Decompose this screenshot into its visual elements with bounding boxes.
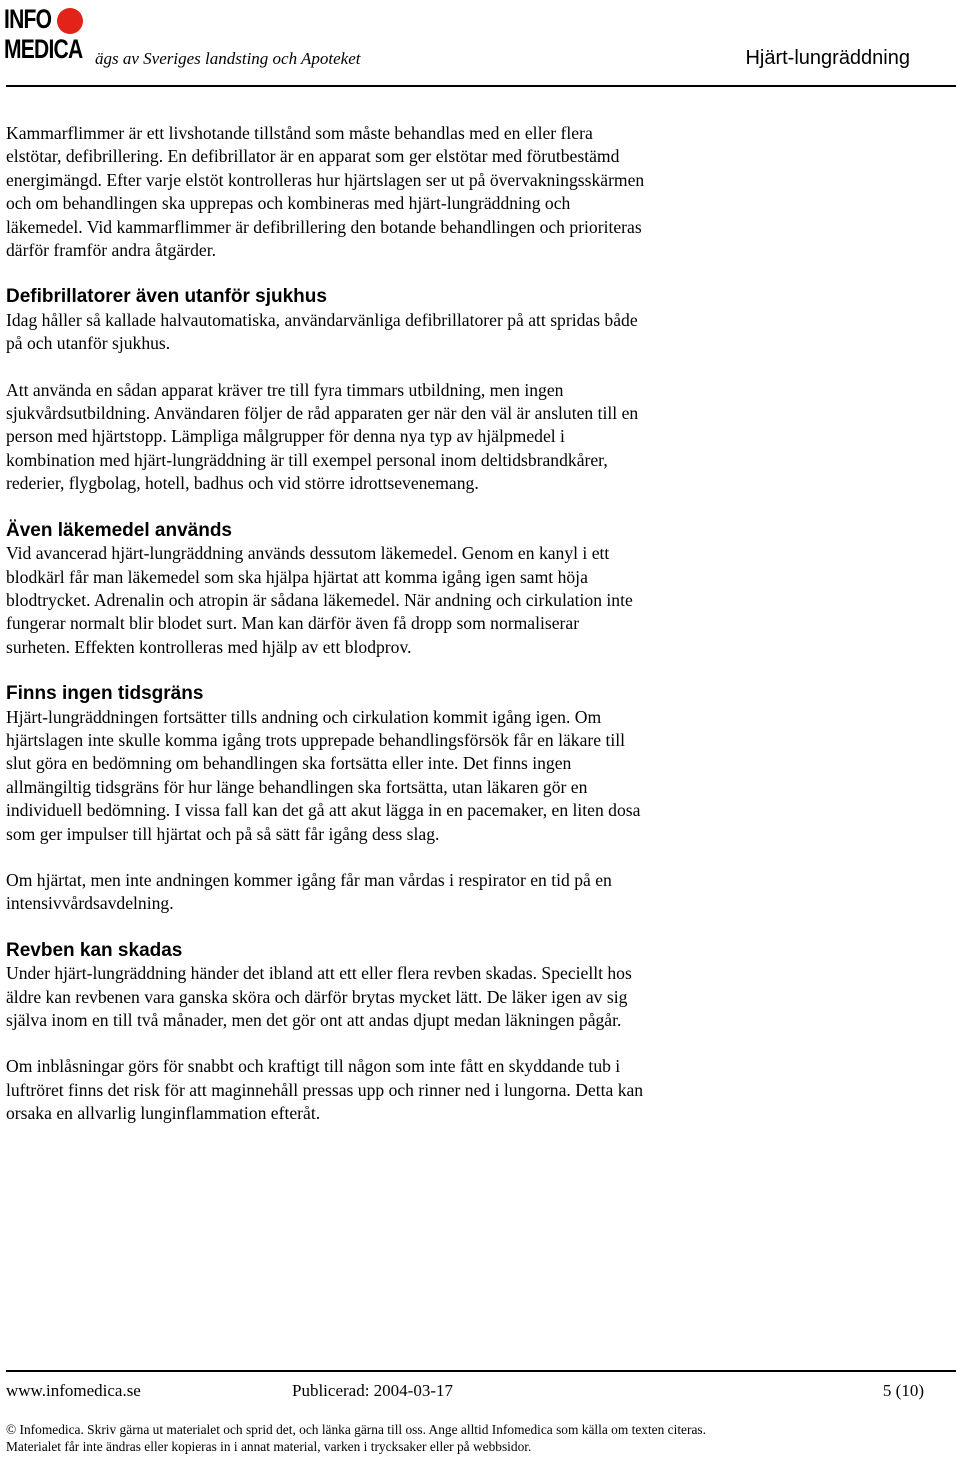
paragraph: Hjärt-lungräddningen fortsätter tills andning och cirkulation kommit igång igen. Om hjärtslagen inte skulle komma igång trots upprepade behandlingsförsök får en läkare till slut göra en bedömning om behandlingen ska fortsätta eller inte. Det finns ingen allmängiltig tidsgräns för hur länge behandlingen ska fortsätta, utan läkaren gör en individuell bedömning. I vissa fall kan det gå att akut lägga in en pacemaker, en liten dosa som ger impulser till hjärtat och på så sätt får igång dess slag. — [6, 706, 641, 844]
section-heading-tidsgrans: Finns ingen tidsgräns — [6, 683, 204, 705]
infomedica-logo[interactable] — [4, 6, 82, 66]
paragraph: Vid avancerad hjärt-lungräddning används dessutom läkemedel. Genom en kanyl i ett blodkärl får man läkemedel som ska hjälpa hjärtat att komma igång igen samt höja blodtrycket. Adrenalin och atropin är sådana läkemedel. När andning och cirkulation inte fungerar normalt blir blodet surt. Man kan därför även få dropp som normaliserar surheten. Effekten kontrolleras med hjälp av ett blodprov. — [6, 543, 633, 657]
section-heading-defibrillatorer: Defibrillatorer även utanför sjukhus — [6, 286, 327, 308]
logo-red-dot-icon — [57, 8, 83, 34]
paragraph: Under hjärt-lungräddning händer det ibland att ett eller flera revben skadas. Speciellt hos äldre kan revbenen vara ganska sköra och därför brytas mycket lätt. De läker igen av sig själva inom en till två månader, men det gör ont att andas djupt medan läkningen pågår. — [6, 963, 632, 1030]
paragraph: Om hjärtat, men inte andningen kommer igång får man vårdas i respirator en tid på en intensivvårdsavdelning. — [6, 869, 612, 914]
copyright-note — [6, 1421, 946, 1455]
section-heading-lakemedel: Även läkemedel används — [6, 519, 232, 541]
footer-divider — [6, 1370, 956, 1372]
header-divider — [6, 85, 956, 87]
page-number: 5 (10) — [882, 1381, 924, 1400]
logo-line1: INFO — [4, 4, 52, 34]
document-title: Hjärt-lungräddning — [745, 47, 910, 69]
publication-date: Publicerad: 2004-03-17 — [292, 1381, 453, 1400]
page-header — [0, 0, 960, 80]
copyright-line2: Materialet får inte ändras eller kopieras in i annat material, varken i trycksaker eller på webbsidor. — [6, 1439, 532, 1454]
tagline: ägs av Sveriges landsting och Apoteket — [95, 49, 361, 68]
intro-paragraph: Kammarflimmer är ett livshotande tillstånd som måste behandlas med en eller flera elstötar, defibrillering. En defibrillator är en apparat som ger elstötar med förutbestämd energimängd. Efter varje elstöt kontrolleras hur hjärtslagen ser ut på övervakningsskärmen och om behandlingen ska upprepas och kombineras med hjärt-lungräddning och läkemedel. Vid kammarflimmer är defibrillering den botande behandlingen och prioriteras därför framför andra åtgärder. — [6, 123, 645, 261]
copyright-line1: © Infomedica. Skriv gärna ut materialet och sprid det, och länka gärna till oss. Ange alltid Infomedica som källa om texten citeras. — [6, 1422, 706, 1437]
section-heading-revben: Revben kan skadas — [6, 939, 183, 961]
paragraph: Om inblåsningar görs för snabbt och kraftigt till någon som inte fått en skyddande tub i luftröret finns det risk för att maginnehåll pressas upp och rinner ned i lungorna. Detta kan orsaka en allvarlig lunginflammation efteråt. — [6, 1056, 644, 1124]
logo-line2: MEDICA — [4, 34, 83, 64]
footer-url-link[interactable]: www.infomedica.se — [6, 1381, 141, 1400]
article-body — [6, 122, 646, 1149]
paragraph: Att använda en sådan apparat kräver tre till fyra timmars utbildning, men ingen sjukvårdsutbildning. Användaren följer de råd apparaten ger när den väl är ansluten till en person med hjärtstopp. Lämpliga målgrupper för denna nya typ av hjälpmedel i kombination med hjärt-lungräddning är till exempel personal inom deltidsbrandkårer, rederier, flygbolag, hotell, badhus och vid större idrottsevenemang. — [6, 379, 639, 494]
paragraph: Idag håller så kallade halvautomatiska, användarvänliga defibrillatorer på att spridas både på och utanför sjukhus. — [6, 309, 638, 354]
